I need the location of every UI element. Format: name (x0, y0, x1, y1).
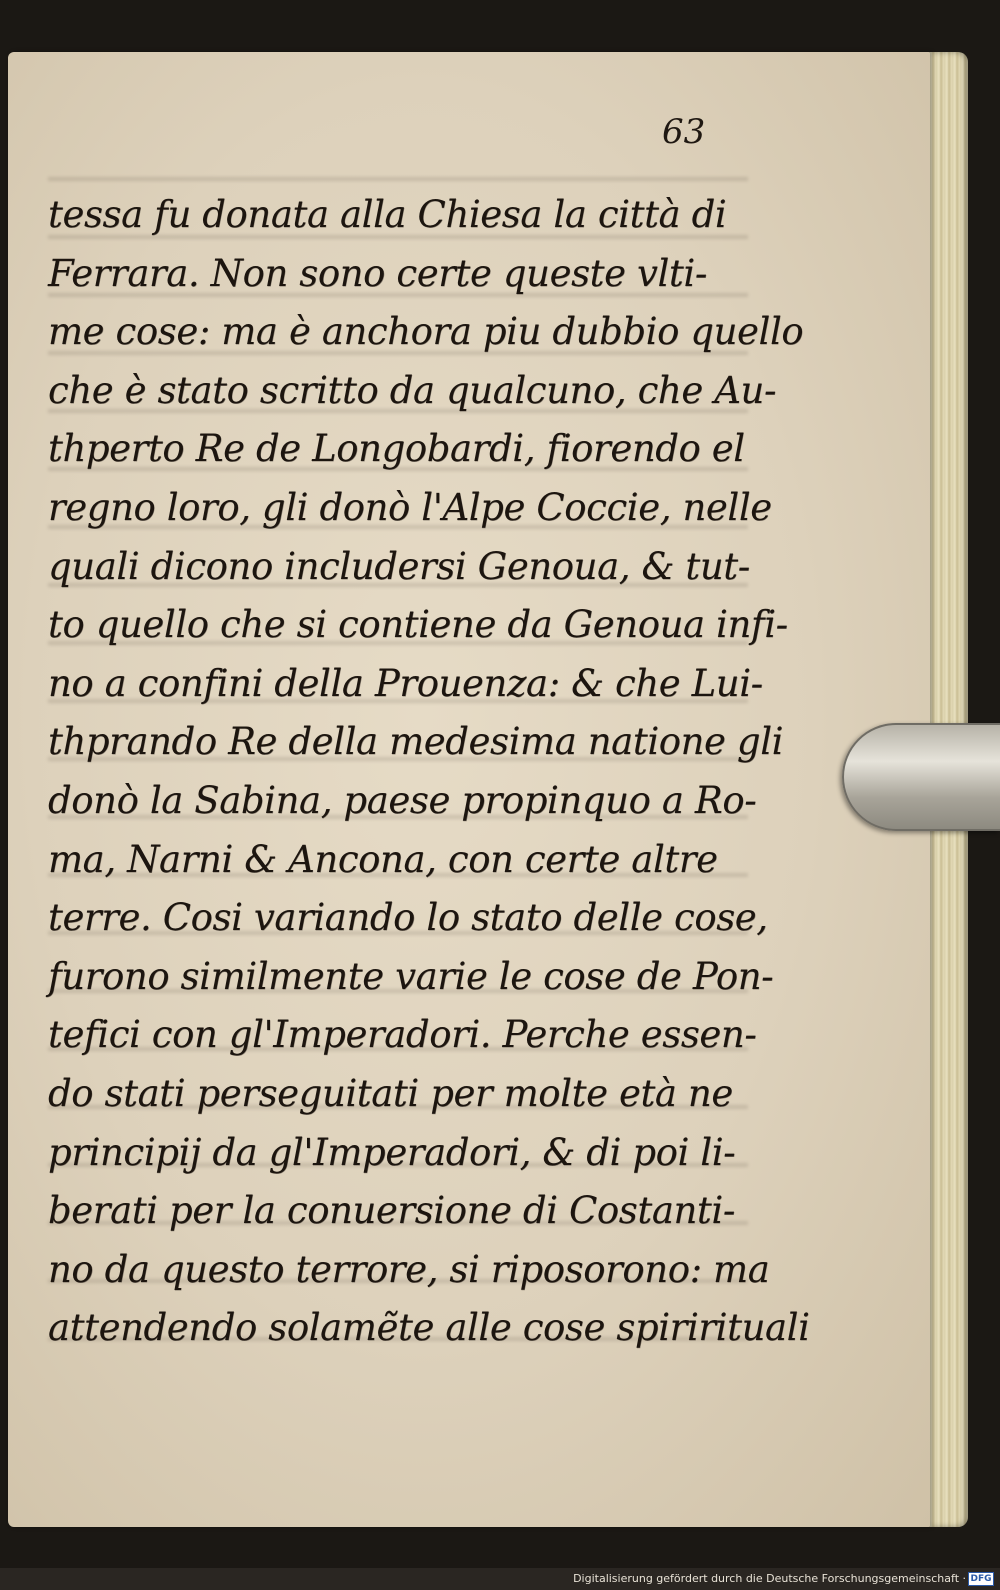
text-line: tessa fu donata alla Chiesa la città di (48, 193, 727, 236)
text-line: no da questo terrore, si riposorono: ma (48, 1247, 770, 1291)
text-line: che è stato scritto da qualcuno, che Au- (48, 368, 777, 412)
text-line: principij da gl'Imperadori, & di poi li- (48, 1130, 736, 1174)
text-line: tefici con gl'Imperadori. Perche essen- (48, 1013, 757, 1057)
page-number: 63 (662, 112, 706, 152)
text-line: to quello che si contiene da Genoua infi- (48, 603, 788, 647)
text-line: quali dicono includersi Genoua, & tut- (48, 544, 750, 588)
body-text (48, 186, 810, 1358)
text-line: terre. Cosi variando lo stato delle cose, (48, 896, 768, 940)
text-line: attendendo solamẽte alle cose spirirituali (48, 1306, 810, 1350)
text-line: regno loro, gli donò l'Alpe Coccie, nelle (48, 485, 772, 529)
book-clip (842, 723, 1000, 831)
footer-credit: Digitalisierung gefördert durch die Deutsche Forschungsgemeinschaft · (573, 1572, 966, 1585)
text-line: do stati perseguitati per molte età ne (48, 1071, 733, 1115)
text-line: thperto Re de Longobardi, fiorendo el (48, 427, 745, 471)
text-line: me cose: ma è anchora piu dubbio quello (48, 310, 804, 354)
dfg-logo-icon: DFG (968, 1572, 994, 1586)
text-line: furono similmente varie le cose de Pon- (48, 954, 774, 998)
text-line: Ferrara. Non sono certe queste vlti- (48, 251, 707, 295)
text-line: ma, Narni & Ancona, con certe altre (48, 837, 718, 881)
text-line: berati per la conuersione di Costanti- (48, 1189, 735, 1233)
text-line: thprando Re della medesima natione gli (48, 720, 784, 764)
text-line: donò la Sabina, paese propinquo a Ro- (48, 778, 757, 822)
text-line: no a confini della Prouenza: & che Lui- (48, 661, 763, 705)
